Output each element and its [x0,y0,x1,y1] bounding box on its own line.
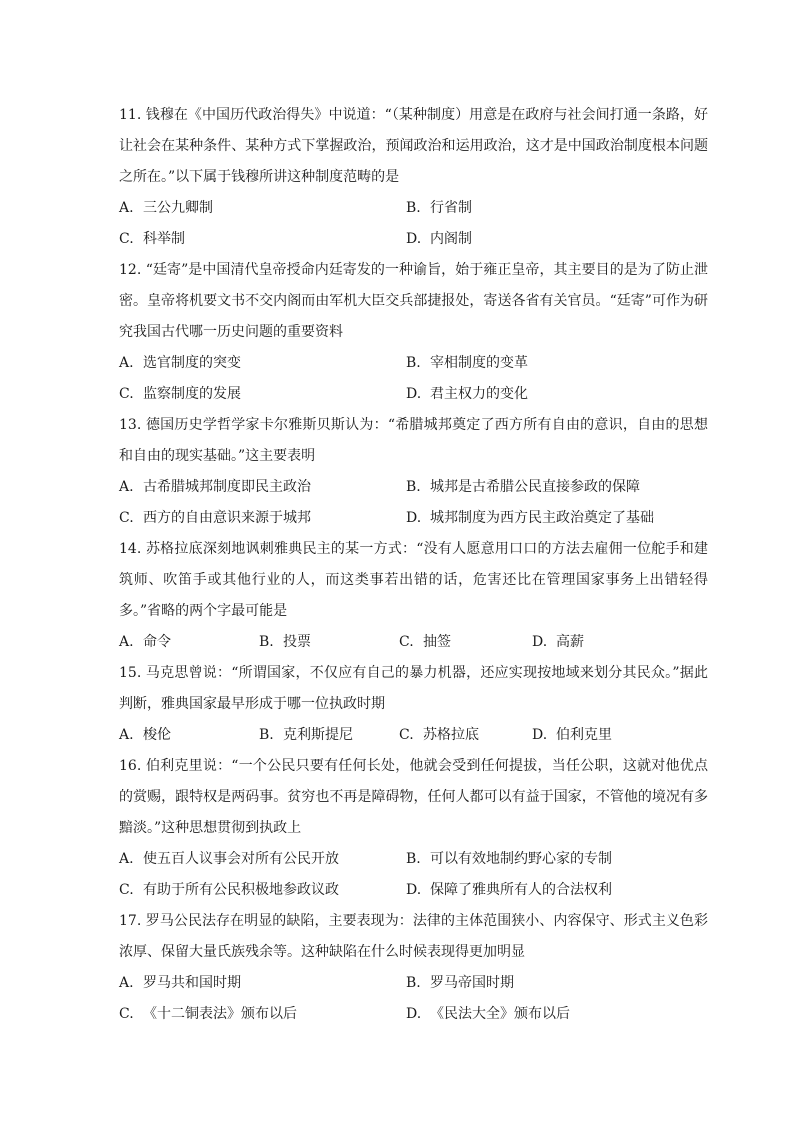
option-text: 罗马共和国时期 [143,975,241,991]
option-c[interactable]: C. 监察制度的发展 [119,386,241,402]
question-text: 11. 钱穆在《中国历代政治得失》中说道：“（某种制度）用意是在政府与社会间打通一条路，好让社会在某种条件、某种方式下掌握政治，预闻政治和运用政治，这才是中国政治制度根本问题之所在。”以下属于钱穆所讲这种制度范畴的是 [119,107,708,185]
option-text: 抽签 [423,634,451,650]
option-c[interactable]: C. 西方的自由意识来源于城邦 [119,510,311,526]
question-14 [119,534,708,658]
question-text: 12. “廷寄”是中国清代皇帝授命内廷寄发的一种谕旨，始于雍正皇帝，其主要目的是为了防止泄密。皇帝将机要文书不交内阁而由军机大臣交兵部捷报处，寄送各省有关官员。“廷寄”可作为研究我国古代哪一历史问题的重要资料 [119,262,708,340]
options [119,968,708,1030]
option-b[interactable]: B. 行省制 [406,200,472,216]
option-text: 城邦制度为西方民主政治奠定了基础 [430,510,654,526]
options [119,844,708,906]
option-text: 行省制 [430,200,472,216]
option-text: 苏格拉底 [423,727,479,743]
option-a[interactable]: A. 三公九卿制 [119,200,213,216]
option-text: 内阁制 [430,231,472,247]
question-text: 17. 罗马公民法存在明显的缺陷，主要表现为：法律的主体范围狭小、内容保守、形式主义色彩浓厚、保留大量氏族残余等。这种缺陷在什么时候表现得更加明显 [119,913,708,960]
options [119,193,708,255]
option-c[interactable]: C. 有助于所有公民积极地参政议政 [119,882,339,898]
option-a[interactable]: A. 古希腊城邦制度即民主政治 [119,479,311,495]
option-c[interactable]: C. 苏格拉底 [399,727,479,743]
options [119,472,708,534]
question-12 [119,255,708,410]
option-d[interactable]: D. 伯利克里 [532,727,612,743]
option-b[interactable]: B. 可以有效地制约野心家的专制 [406,851,612,867]
option-b[interactable]: B. 宰相制度的变革 [406,355,528,371]
options [119,348,708,410]
option-b[interactable]: B. 城邦是古希腊公民直接参政的保障 [406,479,640,495]
option-d[interactable]: D. 高薪 [532,634,584,650]
option-c[interactable]: C. 抽签 [399,634,451,650]
question-11 [119,100,708,255]
option-text: 克利斯提尼 [283,727,353,743]
option-a[interactable]: A. 罗马共和国时期 [119,975,241,991]
option-c[interactable]: C. 《十二铜表法》颁布以后 [119,1006,297,1022]
option-text: 《十二铜表法》颁布以后 [143,1006,297,1022]
option-text: 保障了雅典所有人的合法权利 [430,882,612,898]
option-d[interactable]: D. 内阁制 [406,231,472,247]
option-text: 古希腊城邦制度即民主政治 [143,479,311,495]
option-text: 监察制度的发展 [143,386,241,402]
option-text: 罗马帝国时期 [430,975,514,991]
option-c[interactable]: C. 科举制 [119,231,185,247]
option-text: 选官制度的突变 [143,355,241,371]
question-15 [119,658,708,751]
question-text: 15. 马克思曾说：“所谓国家，不仅应有自己的暴力机器，还应实现按地域来划分其民众。”据此判断，雅典国家最早形成于哪一位执政时期 [119,665,708,712]
question-text: 13. 德国历史学哲学家卡尔雅斯贝斯认为：“希腊城邦奠定了西方所有自由的意识，自由的思想和自由的现实基础。”这主要表明 [119,417,708,464]
question-text: 16. 伯利克里说：“一个公民只要有任何长处，他就会受到任何提拔，当任公职，这就对他优点的赏赐，跟特权是两码事。贫穷也不再是障碍物，任何人都可以有益于国家，不管他的境况有多黯淡。”这种思想贯彻到执政上 [119,758,708,836]
option-d[interactable]: D. 城邦制度为西方民主政治奠定了基础 [406,510,654,526]
option-d[interactable]: D. 《民法大全》颁布以后 [406,1006,570,1022]
option-b[interactable]: B. 罗马帝国时期 [406,975,514,991]
question-16 [119,751,708,906]
option-text: 《民法大全》颁布以后 [430,1006,570,1022]
option-text: 可以有效地制约野心家的专制 [430,851,612,867]
question-13 [119,410,708,534]
option-d[interactable]: D. 君主权力的变化 [406,386,528,402]
options [119,627,708,658]
option-text: 投票 [283,634,311,650]
option-text: 宰相制度的变革 [430,355,528,371]
option-text: 城邦是古希腊公民直接参政的保障 [430,479,640,495]
option-text: 命令 [143,634,171,650]
options [119,720,708,751]
option-text: 使五百人议事会对所有公民开放 [143,851,339,867]
question-text: 14. 苏格拉底深刻地讽刺雅典民主的某一方式：“没有人愿意用口口的方法去雇佣一位舵手和建筑师、吹笛手或其他行业的人，而这类事若出错的话，危害还比在管理国家事务上出错轻得多。”省略的两个字最可能是 [119,541,708,619]
option-a[interactable]: A. 梭伦 [119,727,171,743]
option-text: 高薪 [556,634,584,650]
option-text: 西方的自由意识来源于城邦 [143,510,311,526]
option-a[interactable]: A. 选官制度的突变 [119,355,241,371]
option-text: 有助于所有公民积极地参政议政 [143,882,339,898]
option-text: 伯利克里 [556,727,612,743]
option-a[interactable]: A. 命令 [119,634,171,650]
option-b[interactable]: B. 克利斯提尼 [259,727,353,743]
option-a[interactable]: A. 使五百人议事会对所有公民开放 [119,851,339,867]
option-d[interactable]: D. 保障了雅典所有人的合法权利 [406,882,612,898]
option-text: 三公九卿制 [143,200,213,216]
option-text: 科举制 [143,231,185,247]
question-17 [119,906,708,1030]
option-b[interactable]: B. 投票 [259,634,311,650]
option-text: 君主权力的变化 [430,386,528,402]
option-text: 梭伦 [143,727,171,743]
